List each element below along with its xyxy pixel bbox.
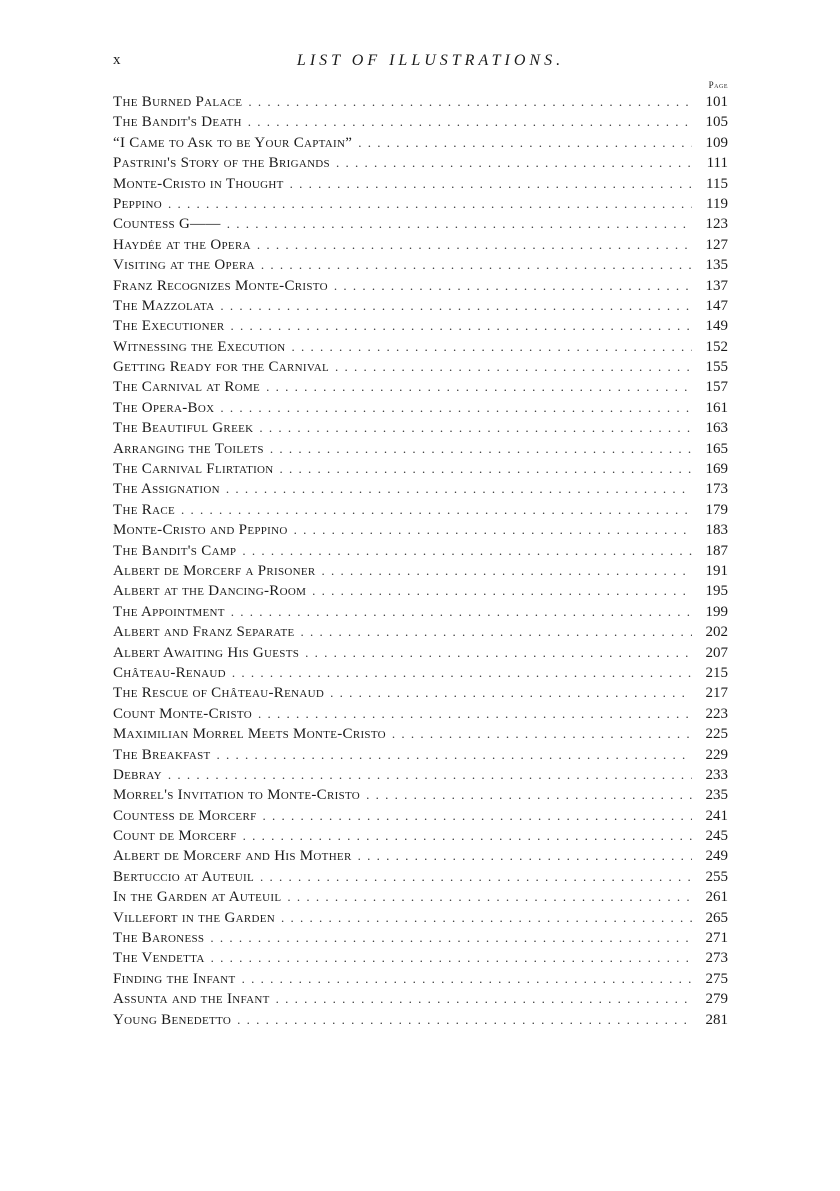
dot-leader (312, 581, 692, 601)
illustration-entry (113, 948, 728, 968)
illustration-title: The Bandit's Death (113, 114, 242, 131)
illustration-entry (113, 704, 728, 724)
illustration-page-number: 275 (705, 970, 728, 987)
dot-leader (217, 745, 692, 765)
illustration-entry (113, 459, 728, 479)
dot-leader (260, 867, 692, 887)
dot-leader (248, 112, 692, 132)
illustration-title: Visiting at the Opera (113, 257, 255, 274)
illustration-page-number: 169 (705, 461, 728, 478)
illustration-entry (113, 500, 728, 520)
illustration-page-number: 111 (706, 155, 728, 172)
dot-leader (281, 908, 692, 928)
dot-leader (220, 296, 692, 316)
dot-leader (237, 1010, 692, 1030)
running-title: LIST OF ILLUSTRATIONS. (296, 52, 565, 69)
illustration-title: The Race (113, 501, 175, 518)
illustration-page-number: 183 (705, 522, 728, 539)
illustration-entry (113, 133, 728, 153)
illustration-entry (113, 1010, 728, 1030)
book-page (113, 52, 728, 1030)
illustration-entry (113, 683, 728, 703)
illustration-page-number: 271 (705, 930, 728, 947)
dot-leader (227, 214, 692, 234)
page-header (113, 52, 728, 82)
dot-leader (248, 92, 692, 112)
dot-leader (322, 561, 692, 581)
illustration-title: In the Garden at Auteuil (113, 889, 282, 906)
illustration-page-number: 163 (705, 420, 728, 437)
illustration-page-number: 165 (705, 440, 728, 457)
illustration-entry (113, 724, 728, 744)
illustration-entry (113, 296, 728, 316)
illustration-entry (113, 153, 728, 173)
illustration-entry (113, 377, 728, 397)
illustration-page-number: 119 (706, 195, 728, 212)
dot-leader (330, 683, 692, 703)
illustration-title: Albert at the Dancing-Room (113, 583, 307, 600)
dot-leader (259, 418, 692, 438)
illustration-entry (113, 194, 728, 214)
illustration-entry (113, 398, 728, 418)
illustration-page-number: 255 (705, 868, 728, 885)
illustration-title: Arranging the Toilets (113, 440, 264, 457)
illustration-page-number: 261 (705, 889, 728, 906)
illustration-title: The Bandit's Camp (113, 542, 237, 559)
illustration-title: Finding the Infant (113, 970, 236, 987)
illustration-page-number: 161 (705, 399, 728, 416)
dot-leader (258, 704, 692, 724)
illustration-title: The Burned Palace (113, 94, 243, 110)
illustration-title: Assunta and the Infant (113, 991, 270, 1008)
dot-leader (358, 133, 692, 153)
illustration-title: The Carnival Flirtation (113, 461, 274, 478)
illustration-title: The Carnival at Rome (113, 379, 261, 396)
illustration-title: Bertuccio at Auteuil (113, 868, 255, 885)
dot-leader (261, 255, 692, 275)
illustration-page-number: 187 (705, 542, 728, 559)
illustration-page-number: 207 (705, 644, 728, 661)
illustration-title: The Vendetta (113, 950, 205, 967)
illustration-entry (113, 622, 728, 642)
illustration-page-number: 147 (705, 297, 728, 314)
dot-leader (263, 806, 692, 826)
illustration-entry (113, 908, 728, 928)
illustration-entry (113, 643, 728, 663)
illustration-title: The Mazzolata (113, 297, 215, 314)
dot-leader (231, 316, 692, 336)
illustration-entry (113, 255, 728, 275)
illustration-page-number: 109 (705, 134, 728, 151)
illustration-page-number: 115 (706, 175, 728, 192)
illustration-page-number: 179 (705, 501, 728, 518)
illustration-entry (113, 520, 728, 540)
illustration-title: “I Came to Ask to be Your Captain” (113, 134, 353, 151)
illustration-entry (113, 439, 728, 459)
illustration-page-number: 245 (705, 828, 728, 845)
dot-leader (232, 663, 692, 683)
illustration-page-number: 135 (705, 257, 728, 274)
illustration-title: Peppino (113, 195, 162, 212)
dot-leader (220, 398, 692, 418)
illustration-page-number: 149 (705, 318, 728, 335)
illustration-page-number: 127 (705, 236, 728, 253)
illustration-title: Franz Recognizes Monte-Cristo (113, 277, 328, 294)
illustration-title: Getting Ready for the Carnival (113, 359, 329, 376)
illustration-title: Albert and Franz Separate (113, 624, 295, 641)
illustration-entry (113, 826, 728, 846)
illustration-title: Pastrini's Story of the Brigands (113, 155, 330, 172)
dot-leader (358, 846, 692, 866)
illustration-title: Morrel's Invitation to Monte-Cristo (113, 787, 361, 804)
dot-leader (266, 377, 692, 397)
illustration-page-number: 217 (705, 685, 728, 702)
illustration-entry (113, 969, 728, 989)
illustration-page-number: 157 (705, 379, 728, 396)
illustration-entry (113, 541, 728, 561)
illustration-entry (113, 785, 728, 805)
illustration-title: Countess G—— (113, 216, 221, 233)
illustration-title: Albert de Morcerf a Prisoner (113, 562, 316, 579)
illustration-entry (113, 745, 728, 765)
dot-leader (287, 887, 692, 907)
illustration-entry (113, 214, 728, 234)
illustration-title: Monte-Cristo in Thought (113, 175, 284, 192)
illustration-entry (113, 989, 728, 1009)
illustration-page-number: 137 (705, 277, 728, 294)
illustration-entry (113, 602, 728, 622)
illustration-title: The Rescue of Château-Renaud (113, 685, 325, 702)
illustration-title: Young Benedetto (113, 1011, 232, 1028)
dot-leader (366, 785, 692, 805)
dot-leader (300, 622, 692, 642)
illustration-title: Count Monte-Cristo (113, 705, 252, 722)
illustration-title: The Beautiful Greek (113, 420, 254, 437)
illustration-page-number: 105 (705, 114, 728, 131)
illustration-title: Maximilian Morrel Meets Monte-Cristo (113, 726, 386, 743)
illustration-page-number: 235 (705, 787, 728, 804)
dot-leader (291, 337, 692, 357)
illustration-entry (113, 235, 728, 255)
illustration-page-number: 265 (705, 909, 728, 926)
illustration-page-number: 199 (705, 603, 728, 620)
illustration-entry (113, 174, 728, 194)
dot-leader (226, 479, 692, 499)
illustration-entry (113, 867, 728, 887)
dot-leader (334, 276, 692, 296)
illustration-title: The Assignation (113, 481, 220, 498)
page-number-roman: x (113, 52, 122, 68)
illustration-title: Count de Morcerf (113, 828, 237, 845)
illustration-entry (113, 418, 728, 438)
illustration-entry (113, 92, 728, 112)
dot-leader (168, 194, 692, 214)
illustration-entry (113, 581, 728, 601)
dot-leader (270, 439, 692, 459)
illustration-title: Countess de Morcerf (113, 807, 257, 824)
dot-leader (210, 928, 692, 948)
illustration-title: The Appointment (113, 603, 225, 620)
illustration-page-number: 223 (705, 705, 728, 722)
dot-leader (211, 948, 692, 968)
illustration-list (113, 92, 728, 1030)
dot-leader (392, 724, 692, 744)
illustration-page-number: 225 (705, 726, 728, 743)
illustration-title: The Executioner (113, 318, 225, 335)
illustration-title: Château-Renaud (113, 664, 226, 681)
dot-leader (242, 969, 692, 989)
dot-leader (181, 500, 692, 520)
dot-leader (243, 826, 692, 846)
illustration-entry (113, 765, 728, 785)
illustration-page-number: 195 (705, 583, 728, 600)
illustration-page-number: 202 (705, 624, 728, 641)
illustration-entry (113, 887, 728, 907)
illustration-title: The Opera-Box (113, 399, 215, 416)
illustration-title: Villefort in the Garden (113, 909, 275, 926)
illustration-page-number: 241 (705, 807, 728, 824)
illustration-page-number: 191 (705, 562, 728, 579)
illustration-entry (113, 479, 728, 499)
illustration-title: Albert Awaiting His Guests (113, 644, 300, 661)
page-column-label: Page (708, 80, 728, 90)
illustration-page-number: 281 (705, 1011, 728, 1028)
illustration-page-number: 101 (705, 94, 728, 110)
illustration-entry (113, 928, 728, 948)
dot-leader (242, 541, 692, 561)
dot-leader (335, 357, 692, 377)
dot-leader (168, 765, 692, 785)
dot-leader (294, 520, 692, 540)
illustration-title: Haydée at the Opera (113, 236, 251, 253)
dot-leader (290, 174, 692, 194)
dot-leader (257, 235, 692, 255)
illustration-page-number: 249 (705, 848, 728, 865)
illustration-title: The Baroness (113, 930, 205, 947)
illustration-entry (113, 276, 728, 296)
dot-leader (231, 602, 692, 622)
dot-leader (336, 153, 692, 173)
dot-leader (280, 459, 692, 479)
illustration-page-number: 123 (705, 216, 728, 233)
illustration-entry (113, 357, 728, 377)
illustration-entry (113, 561, 728, 581)
illustration-entry (113, 663, 728, 683)
illustration-entry (113, 806, 728, 826)
illustration-title: Debray (113, 766, 162, 783)
illustration-page-number: 215 (705, 664, 728, 681)
illustration-page-number: 279 (705, 991, 728, 1008)
dot-leader (305, 643, 692, 663)
illustration-entry (113, 337, 728, 357)
dot-leader (276, 989, 692, 1009)
illustration-page-number: 173 (705, 481, 728, 498)
illustration-title: Monte-Cristo and Peppino (113, 522, 288, 539)
illustration-page-number: 155 (705, 359, 728, 376)
illustration-page-number: 233 (705, 766, 728, 783)
illustration-page-number: 273 (705, 950, 728, 967)
illustration-entry (113, 316, 728, 336)
illustration-title: Albert de Morcerf and His Mother (113, 848, 352, 865)
illustration-page-number: 152 (705, 338, 728, 355)
illustration-title: The Breakfast (113, 746, 211, 763)
illustration-title: Witnessing the Execution (113, 338, 286, 355)
illustration-entry (113, 846, 728, 866)
illustration-entry (113, 112, 728, 132)
illustration-page-number: 229 (705, 746, 728, 763)
